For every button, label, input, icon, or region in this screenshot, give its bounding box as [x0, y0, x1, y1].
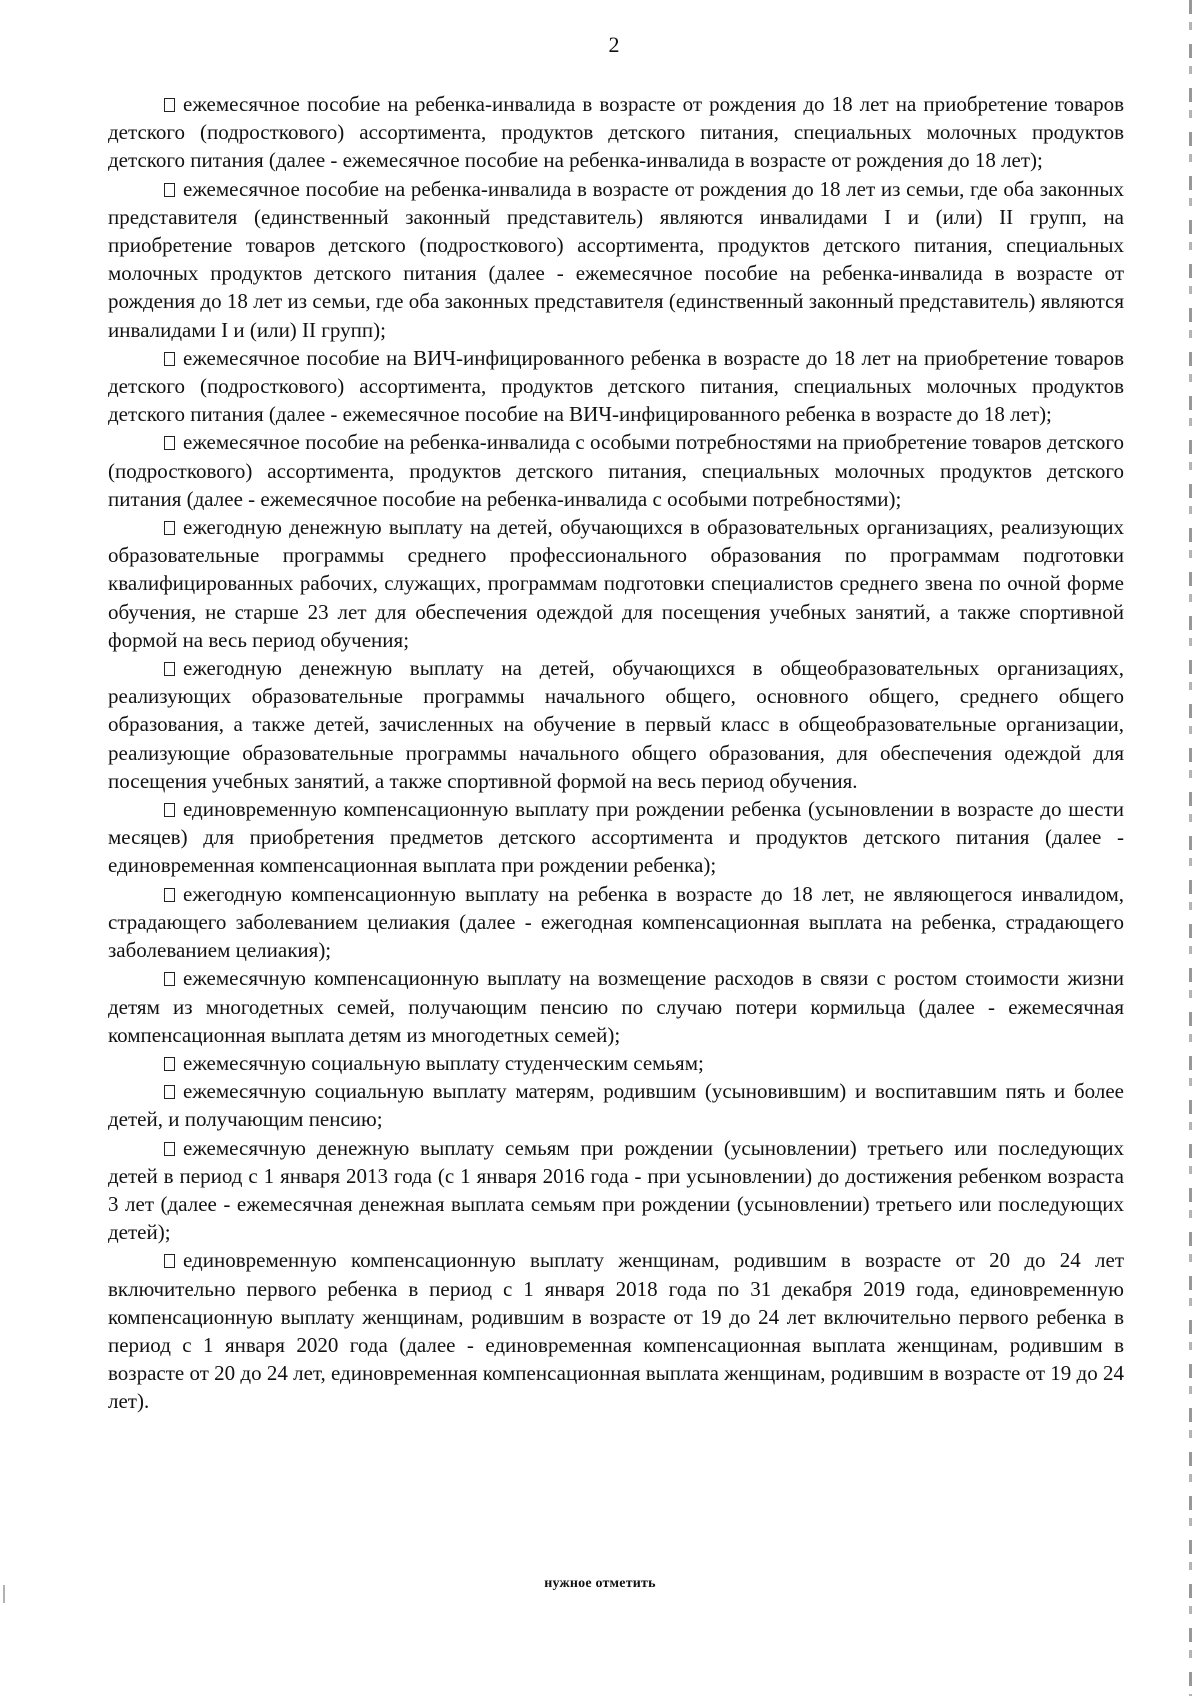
- list-item: [108, 964, 1124, 1049]
- list-item: [108, 344, 1124, 429]
- list-item: [108, 175, 1124, 344]
- checkbox-icon[interactable]: [164, 1254, 175, 1268]
- list-item-text: ежемесячное пособие на ребенка-инвалида в возрасте от рождения до 18 лет из семьи, где оба законных представителя (единственный законный представитель) являются инвалидами I и (или) II групп, на приобретение товаров детского (подросткового) ассортимента, продуктов детского питания, специальных молочных продуктов детского питания (далее - ежемесячное пособие на ребенка-инвалида в возрасте от рождения до 18 лет из семьи, где оба законных представителя (единственный законный представитель) являются инвалидами I и (или) II групп);: [108, 176, 1124, 342]
- list-item-text: ежемесячное пособие на ВИЧ-инфицированного ребенка в возрасте до 18 лет на приобретение товаров детского (подросткового) ассортимента, продуктов детского питания, специальных молочных продуктов детского питания (далее - ежемесячное пособие на ВИЧ-инфицированного ребенка в возрасте до 18 лет);: [108, 345, 1124, 427]
- checkbox-icon[interactable]: [164, 521, 175, 535]
- list-item: [108, 428, 1124, 513]
- list-item-text: ежегодную денежную выплату на детей, обучающихся в образовательных организациях, реализующих образовательные программы среднего профессионального образования по программам подготовки квалифицированных рабочих, служащих, программам подготовки специалистов среднего звена по очной форме обучения, не старше 23 лет для обеспечения одеждой для посещения учебных занятий, а также спортивной формой на весь период обучения;: [108, 515, 1124, 652]
- list-item-text: единовременную компенсационную выплату женщинам, родившим в возрасте от 20 до 24 лет включительно первого ребенка в период с 1 января 2018 года по 31 декабря 2019 года, единовременную компенсационную выплату женщинам, родившим в возрасте от 19 до 24 лет включительно первого ребенка в период с 1 января 2020 года (далее - единовременная компенсационная выплата женщинам, родившим в возрасте от 20 до 24 лет, единовременная компенсационная выплата женщинам, родившим в возрасте от 19 до 24 лет).: [108, 1248, 1124, 1414]
- checkbox-icon[interactable]: [164, 1142, 175, 1156]
- list-item: [108, 795, 1124, 880]
- checkbox-icon[interactable]: [164, 972, 175, 986]
- list-item-text: ежегодную компенсационную выплату на ребенка в возрасте до 18 лет, не являющегося инвалидом, страдающего заболеванием целиакия (далее - ежегодная компенсационная выплата на ребенка, страдающего заболеванием целиакия);: [108, 881, 1124, 963]
- list-item-text: единовременную компенсационную выплату при рождении ребенка (усыновлении в возрасте до шести месяцев) для приобретения предметов детского ассортимента и продуктов детского питания (далее - единовременная компенсационная выплата при рождении ребенка);: [108, 797, 1124, 878]
- list-item: [108, 654, 1124, 795]
- list-item: [108, 1134, 1124, 1247]
- list-item-text: ежемесячную денежную выплату семьям при рождении (усыновлении) третьего или последующих детей в период с 1 января 2013 года (с 1 января 2016 года - при усыновлении) до достижения ребенком возраста 3 лет (далее - ежемесячная денежная выплата семьям при рождении (усыновлении) третьего или последующих детей);: [108, 1135, 1124, 1245]
- list-item-text: ежегодную денежную выплату на детей, обучающихся в общеобразовательных организациях, реализующих образовательные программы начального общего, основного общего, среднего общего образования, а также детей, зачисленных на обучение в первый класс в общеобразовательные организации, реализующие образовательные программы начального общего образования, для обеспечения одеждой для посещения учебных занятий, а также спортивной формой на весь период обучения.: [108, 656, 1124, 793]
- checkbox-icon[interactable]: [164, 436, 175, 450]
- scan-edge-artifact: [1189, 0, 1192, 1696]
- checkbox-icon[interactable]: [164, 352, 175, 366]
- list-item: [108, 513, 1124, 654]
- checkbox-icon[interactable]: [164, 98, 175, 112]
- page-number: 2: [608, 32, 620, 57]
- list-item: [108, 1049, 1124, 1077]
- list-item-text: ежемесячную социальную выплату матерям, родившим (усыновившим) и воспитавшим пять и более детей, и получающим пенсию;: [108, 1079, 1124, 1132]
- list-item-text: ежемесячную компенсационную выплату на возмещение расходов в связи с ростом стоимости жизни детям из многодетных семей, получающим пенсию по случаю потери кормильца (далее - ежемесячная компенсационная выплата детям из многодетных семей);: [108, 966, 1124, 1047]
- list-item-text: ежемесячное пособие на ребенка-инвалида в возрасте от рождения до 18 лет на приобретение товаров детского (подросткового) ассортимента, продуктов детского питания, специальных молочных продуктов детского питания (далее - ежемесячное пособие на ребенка-инвалида в возрасте от рождения до 18 лет);: [108, 92, 1124, 173]
- checkbox-icon[interactable]: [164, 183, 175, 197]
- checkbox-icon[interactable]: [164, 803, 175, 817]
- list-item: [108, 1246, 1124, 1415]
- list-item-text: ежемесячное пособие на ребенка-инвалида с особыми потребностями на приобретение товаров детского (подросткового) ассортимента, продуктов детского питания, специальных молочных продуктов детского питания (далее - ежемесячное пособие на ребенка-инвалида с особыми потребностями);: [108, 430, 1124, 511]
- checkbox-icon[interactable]: [164, 888, 175, 902]
- benefit-list: [108, 90, 1124, 1416]
- footnote: нужное отметить: [544, 1576, 656, 1591]
- list-item: [108, 90, 1124, 175]
- list-item: [108, 880, 1124, 965]
- list-item: [108, 1077, 1124, 1133]
- checkbox-icon[interactable]: [164, 1057, 175, 1071]
- checkbox-icon[interactable]: [164, 662, 175, 676]
- checkbox-icon[interactable]: [164, 1085, 175, 1099]
- list-item-text: ежемесячную социальную выплату студенческим семьям;: [183, 1050, 704, 1075]
- scan-edge-artifact: [3, 1585, 5, 1603]
